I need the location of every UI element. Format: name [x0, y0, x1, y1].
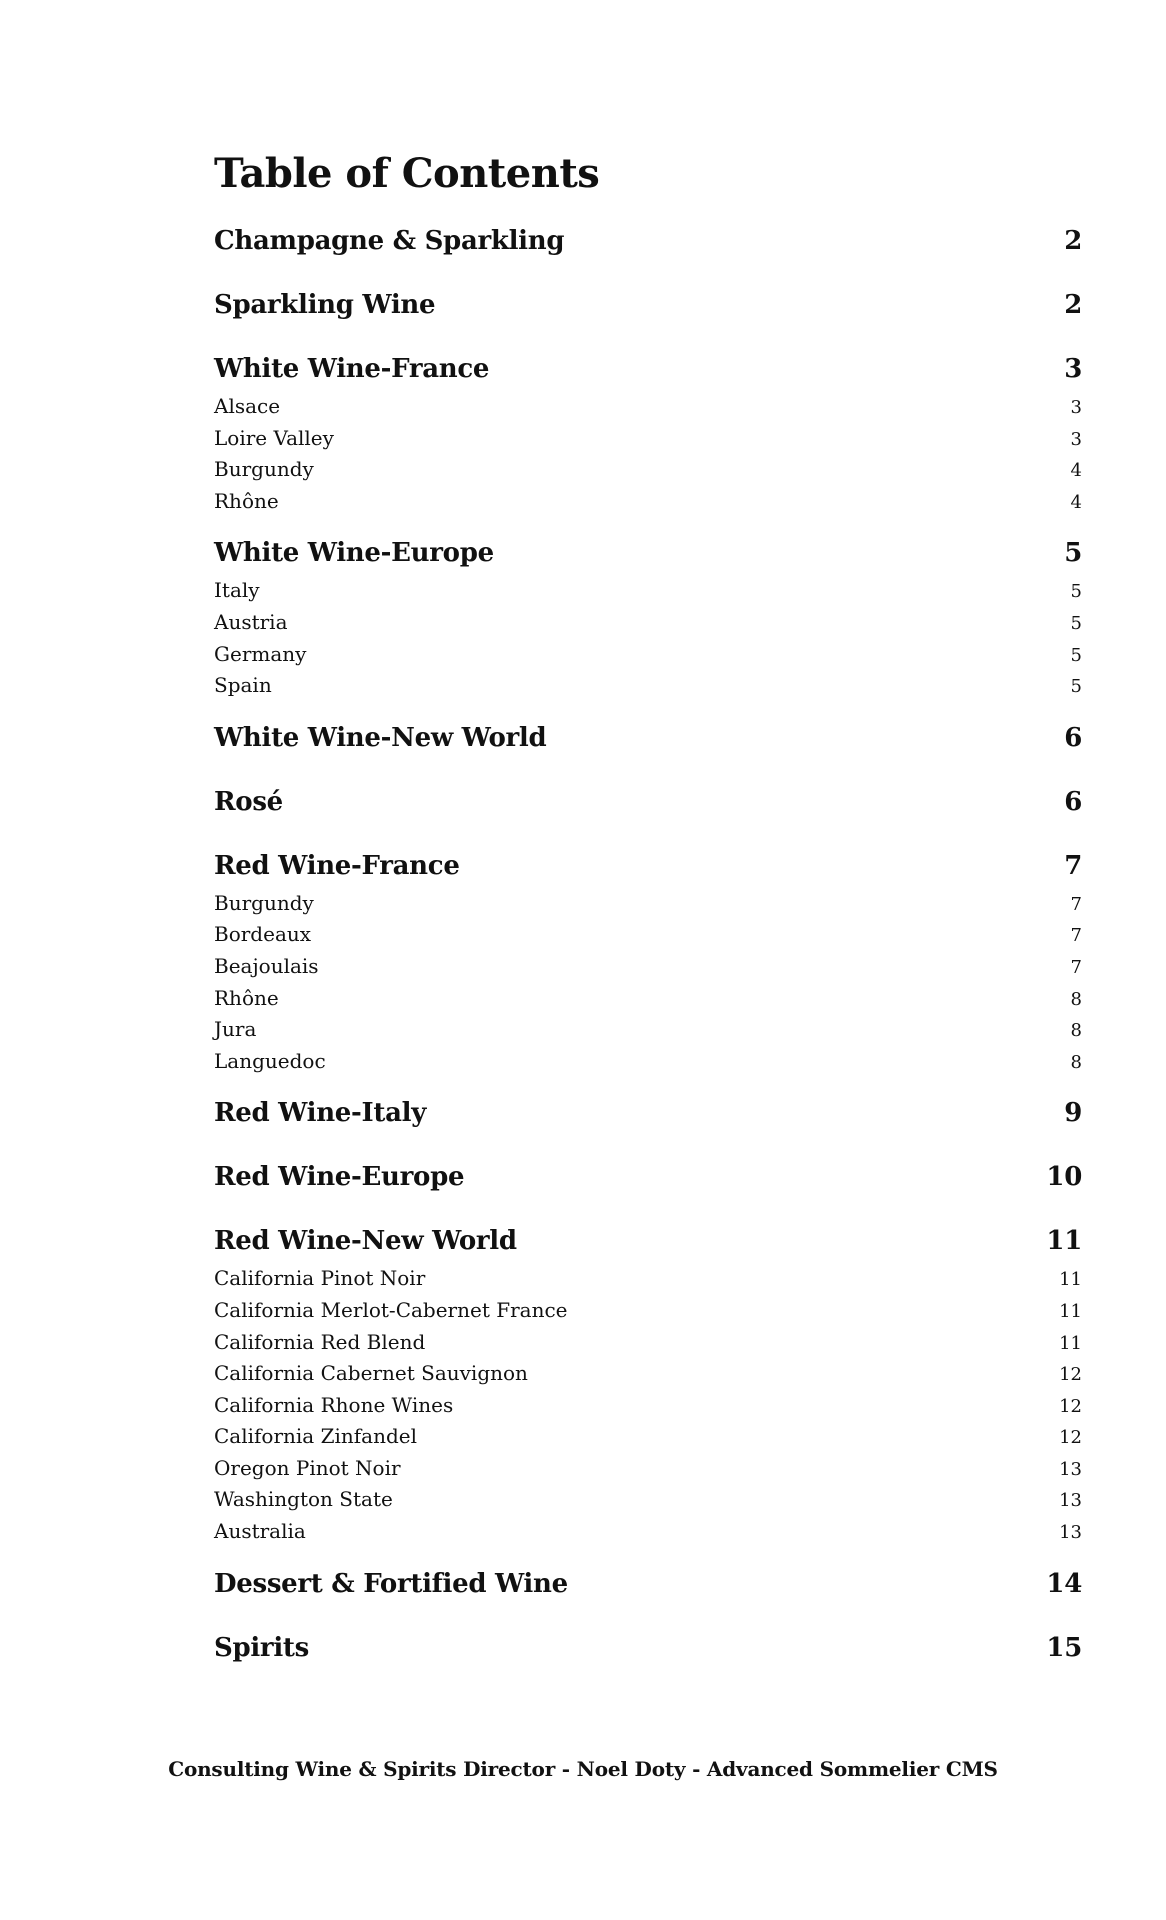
- toc-subsection-page-number: 4: [1070, 491, 1082, 513]
- toc-subsection-label: Beajoulais: [214, 953, 319, 978]
- toc-section: [214, 538, 1082, 704]
- toc-subsection-entry[interactable]: [214, 426, 1082, 458]
- toc-subsection-page-number: 8: [1070, 1020, 1082, 1042]
- toc-subsection-entry[interactable]: [214, 578, 1082, 610]
- toc-subsection-page-number: 11: [1059, 1300, 1082, 1322]
- toc-subsection-label: California Zinfandel: [214, 1424, 417, 1449]
- toc-section-heading[interactable]: [214, 538, 1082, 578]
- toc-subsection-entry[interactable]: [214, 1017, 1082, 1049]
- toc-section: [214, 723, 1082, 763]
- toc-subsection-label: California Rhone Wines: [214, 1392, 454, 1417]
- toc-section-page-number: 11: [1046, 1226, 1082, 1257]
- toc-section-page-number: 15: [1046, 1632, 1082, 1663]
- toc-subsection-page-number: 3: [1070, 397, 1082, 418]
- toc-subsection-entry[interactable]: [214, 489, 1082, 521]
- toc-section-label: Red Wine-France: [214, 850, 460, 881]
- toc-section-page-number: 6: [1064, 722, 1082, 753]
- toc-section-page-number: 10: [1046, 1162, 1082, 1193]
- toc-subsection-label: Washington State: [214, 1487, 393, 1512]
- toc-subsection-label: Alsace: [214, 394, 281, 418]
- toc-subsection-page-number: 12: [1059, 1395, 1082, 1417]
- toc-subsection-entry[interactable]: [214, 642, 1082, 674]
- toc-section-heading[interactable]: [214, 1098, 1082, 1138]
- toc-subsection-page-number: 12: [1059, 1427, 1082, 1449]
- toc-subsection-page-number: 13: [1059, 1458, 1082, 1480]
- toc-section-heading[interactable]: [214, 1633, 1082, 1673]
- toc-section-label: Rosé: [214, 786, 283, 817]
- toc-subsection-entry[interactable]: [214, 954, 1082, 986]
- toc-section-heading[interactable]: [214, 1226, 1082, 1266]
- toc-subsection-label: Burgundy: [214, 457, 314, 482]
- toc-subsection-label: Spain: [214, 673, 272, 698]
- toc-subsection-entry[interactable]: [214, 891, 1082, 923]
- toc-subsection-page-number: 12: [1059, 1364, 1082, 1386]
- toc-section-heading[interactable]: [214, 851, 1082, 891]
- toc-section-label: Spirits: [214, 1632, 309, 1663]
- toc-subsection-page-number: 5: [1070, 644, 1082, 666]
- toc-section-label: Dessert & Fortified Wine: [214, 1568, 568, 1599]
- toc-section-page-number: 5: [1064, 538, 1082, 569]
- toc-subsection-label: California Merlot-Cabernet France: [214, 1297, 568, 1322]
- toc-subsection-page-number: 7: [1070, 925, 1082, 947]
- toc-subsection-page-number: 5: [1070, 581, 1082, 603]
- toc-section-label: White Wine-Europe: [214, 538, 494, 569]
- toc-section-label: Red Wine-New World: [214, 1226, 517, 1257]
- toc-subsection-entry[interactable]: [214, 1456, 1082, 1488]
- toc-subsection-entry[interactable]: [214, 457, 1082, 489]
- toc-section-heading[interactable]: [214, 1162, 1082, 1202]
- toc-subsection-label: Languedoc: [214, 1048, 326, 1073]
- toc-subsection-entry[interactable]: [214, 1330, 1082, 1362]
- toc-subsection-label: Italy: [214, 578, 260, 603]
- toc-subsection-entry[interactable]: [214, 986, 1082, 1018]
- toc-subsection-label: Rhône: [214, 488, 279, 513]
- toc-subsection-label: California Pinot Noir: [214, 1266, 426, 1291]
- toc-subsection-entry[interactable]: [214, 1049, 1082, 1081]
- toc-subsection-label: Loire Valley: [214, 425, 334, 450]
- toc-section: [214, 1162, 1082, 1202]
- toc-section-label: Sparkling Wine: [214, 290, 436, 320]
- toc-subsection-label: Burgundy: [214, 890, 314, 915]
- toc-subsection-entry[interactable]: [214, 1266, 1082, 1298]
- toc-subsection-page-number: 5: [1070, 676, 1082, 698]
- toc-section: [214, 1633, 1082, 1673]
- toc-section-label: Red Wine-Italy: [214, 1098, 427, 1129]
- toc-subsection-page-number: 7: [1070, 956, 1082, 978]
- toc-subsection-label: California Red Blend: [214, 1329, 426, 1354]
- toc-subsection-page-number: 5: [1070, 612, 1082, 634]
- toc-subsection-label: California Cabernet Sauvignon: [214, 1361, 528, 1386]
- toc-section: [214, 787, 1082, 827]
- toc-subsection-page-number: 11: [1059, 1332, 1082, 1354]
- toc-section-page-number: 2: [1064, 290, 1082, 320]
- footer-credit: Consulting Wine & Spirits Director - Noel Doty - Advanced Sommelier CMS: [168, 1757, 998, 1781]
- toc-section-page-number: 3: [1064, 354, 1082, 384]
- toc-section: [214, 290, 1082, 330]
- toc-subsection-label: Austria: [214, 609, 288, 634]
- toc-section-heading[interactable]: [214, 1569, 1082, 1609]
- toc-subsection-entry[interactable]: [214, 1298, 1082, 1330]
- toc-section-page-number: 7: [1064, 850, 1082, 881]
- toc-subsection-entry[interactable]: [214, 1424, 1082, 1456]
- page-title: Table of Contents: [214, 150, 600, 197]
- table-of-contents: [214, 226, 1082, 1697]
- toc-subsection-entry[interactable]: [214, 1361, 1082, 1393]
- toc-subsection-page-number: 8: [1070, 988, 1082, 1010]
- toc-subsection-entry[interactable]: [214, 1519, 1082, 1551]
- toc-section-heading[interactable]: [214, 723, 1082, 763]
- toc-subsection-entry[interactable]: [214, 610, 1082, 642]
- toc-subsection-label: Oregon Pinot Noir: [214, 1455, 401, 1480]
- toc-section-heading[interactable]: [214, 354, 1082, 394]
- toc-section-page-number: 9: [1064, 1098, 1082, 1129]
- toc-section-label: Red Wine-Europe: [214, 1162, 465, 1193]
- toc-subsection-entry[interactable]: [214, 673, 1082, 705]
- toc-section-page-number: 14: [1046, 1568, 1082, 1599]
- toc-subsection-entry[interactable]: [214, 394, 1082, 426]
- toc-section-heading[interactable]: [214, 290, 1082, 330]
- toc-subsection-page-number: 8: [1070, 1051, 1082, 1073]
- toc-section: [214, 1569, 1082, 1609]
- toc-subsection-label: Germany: [214, 641, 307, 666]
- toc-subsection-page-number: 13: [1059, 1522, 1082, 1544]
- toc-subsection-entry[interactable]: [214, 1393, 1082, 1425]
- toc-section-label: White Wine-New World: [214, 722, 547, 753]
- toc-section: [214, 354, 1082, 520]
- toc-subsection-page-number: 13: [1059, 1490, 1082, 1512]
- toc-subsection-page-number: 4: [1070, 460, 1082, 482]
- toc-subsection-page-number: 7: [1070, 893, 1082, 915]
- toc-subsection-label: Bordeaux: [214, 922, 312, 947]
- toc-subsection-page-number: 11: [1059, 1269, 1082, 1291]
- toc-section-page-number: 6: [1064, 786, 1082, 817]
- toc-section-label: White Wine-France: [214, 354, 490, 384]
- toc-subsection-label: Jura: [214, 1017, 257, 1042]
- toc-section: [214, 1098, 1082, 1138]
- toc-subsection-page-number: 3: [1070, 428, 1082, 450]
- toc-section-label: Champagne & Sparkling: [214, 226, 565, 256]
- toc-section-heading[interactable]: [214, 787, 1082, 827]
- toc-subsection-label: Australia: [214, 1519, 306, 1544]
- toc-subsection-entry[interactable]: [214, 922, 1082, 954]
- toc-subsection-label: Rhône: [214, 985, 279, 1010]
- toc-section: [214, 851, 1082, 1081]
- toc-section: [214, 226, 1082, 266]
- toc-section-heading[interactable]: [214, 226, 1082, 266]
- toc-section: [214, 1226, 1082, 1550]
- toc-subsection-entry[interactable]: [214, 1487, 1082, 1519]
- toc-section-page-number: 2: [1064, 226, 1082, 256]
